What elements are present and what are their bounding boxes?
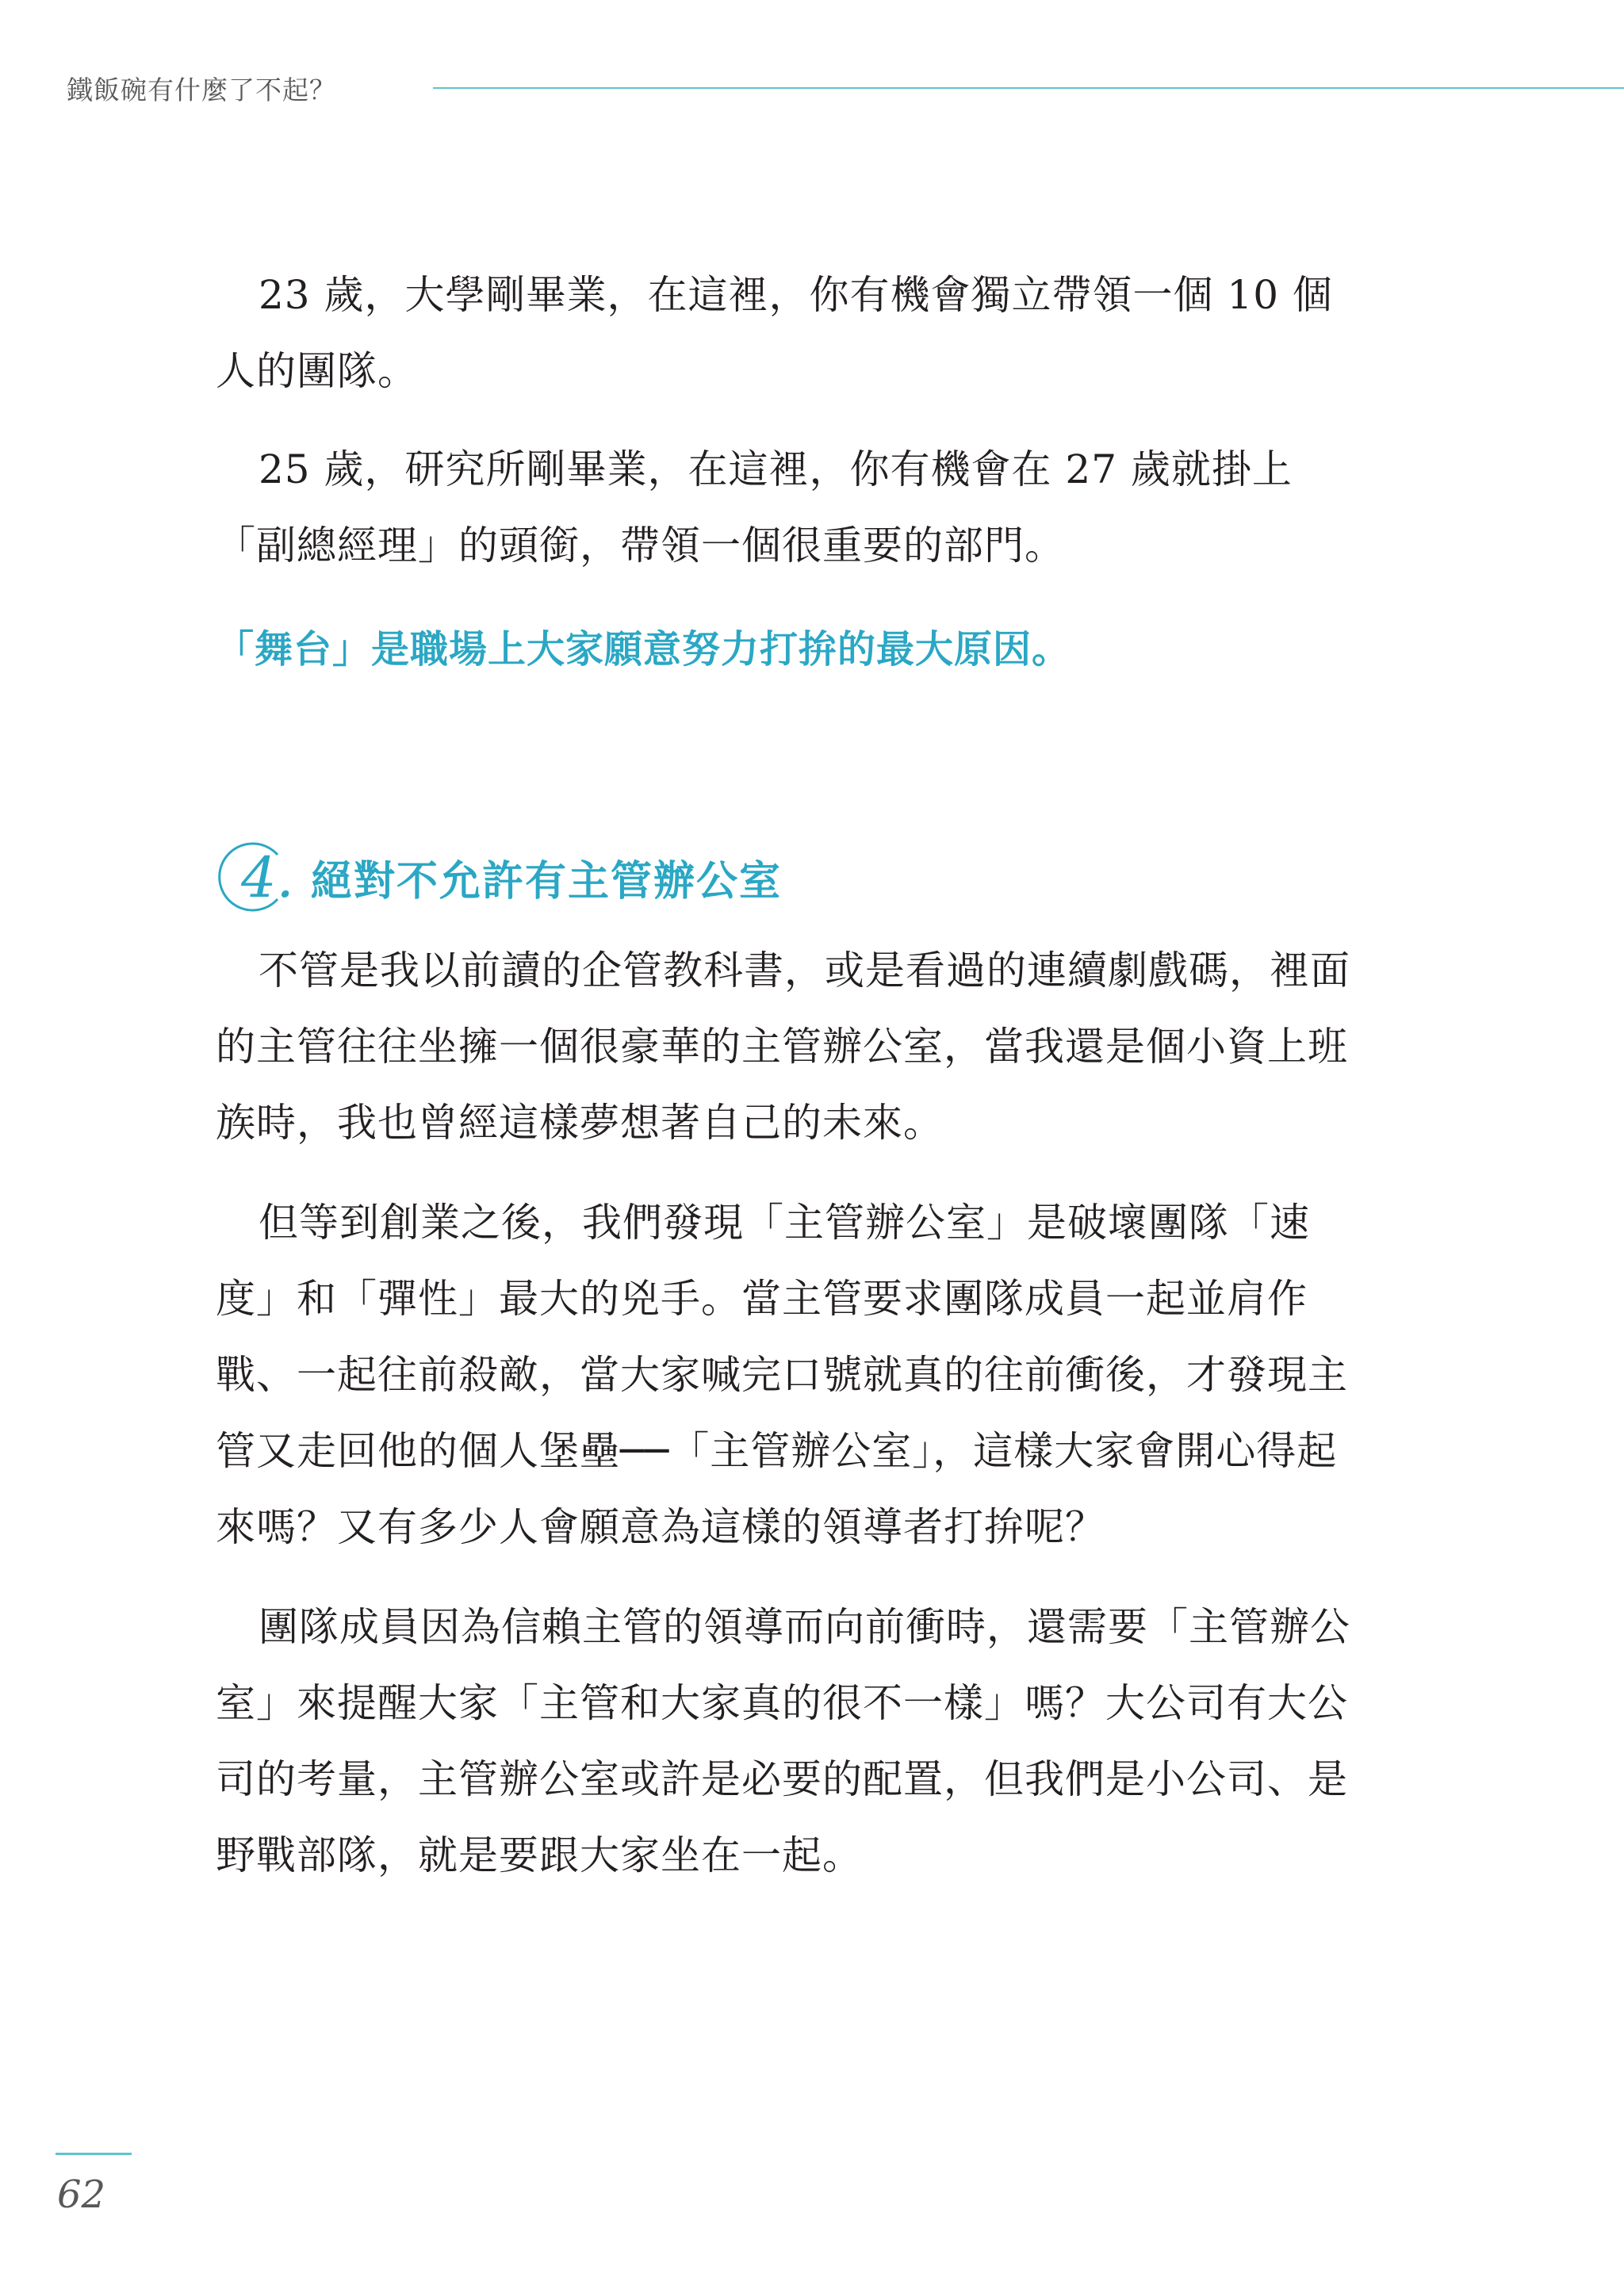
header-rule: [433, 87, 1624, 89]
paragraph-age-23: 23 歲，大學剛畢業，在這裡，你有機會獨立帶領一個 10 個人的團隊。: [216, 272, 1333, 394]
page-number: 62: [57, 2173, 106, 2217]
section-number: 4.: [241, 845, 294, 910]
footer-rule: [56, 2153, 132, 2155]
running-header: 鐵飯碗有什麼了不起？: [67, 75, 336, 105]
section-number-badge: [216, 837, 295, 917]
paragraph-age-25: 25 歲，研究所剛畢業，在這裡，你有機會在 27 歲就掛上「副總經理」的頭銜，帶領一個很重要的部門。: [216, 446, 1293, 568]
section-title: 絕對不允許有主管辦公室: [311, 857, 783, 905]
section-heading: [216, 837, 782, 917]
highlight-quote: 「舞台」是職場上大家願意努力打拚的最大原因。: [216, 627, 1071, 672]
paragraph-textbook: 不管是我以前讀的企管教科書，或是看過的連續劇戲碼，裡面的主管往往坐擁一個很豪華的主管辦公室，當我還是個小資上班族時，我也曾經這樣夢想著自己的未來。: [216, 948, 1350, 1146]
paragraph-team-trust: 團隊成員因為信賴主管的領導而向前衝時，還需要「主管辦公室」來提醒大家「主管和大家真的很不一樣」嗎？大公司有大公司的考量，主管辦公室或許是必要的配置，但我們是小公司、是野戰部隊，就是要跟大家坐在一起。: [216, 1604, 1350, 1878]
paragraph-startup: 但等到創業之後，我們發現「主管辦公室」是破壞團隊「速度」和「彈性」最大的兇手。當主管要求團隊成員一起並肩作戰、一起往前殺敵，當大家喊完口號就真的往前衝後，才發現主管又走回他的個人堡壘──「主管辦公室」，這樣大家會開心得起來嗎？又有多少人會願意為這樣的領導者打拚呢？: [216, 1200, 1348, 1550]
